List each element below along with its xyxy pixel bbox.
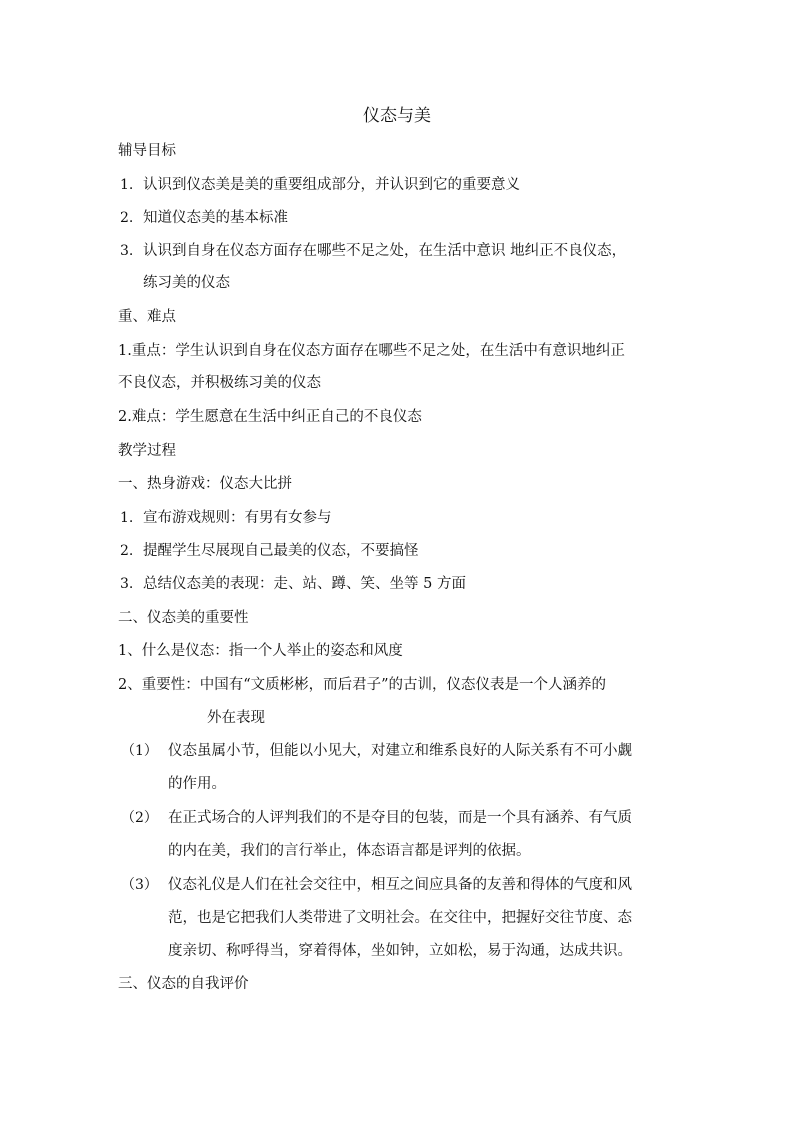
point-line: 度亲切、称呼得当，穿着得体，坐如钟，立如松，易于沟通，达成共识。 <box>168 943 632 959</box>
goal-item: 认识到自身在仪态方面存在哪些不足之处，在生活中意识 地纠正不良仪态， <box>143 243 627 259</box>
part-one-heading: 一、热身游戏：仪态大比拼 <box>118 476 292 492</box>
importance-line: 2、重要性：中国有“文质彬彬，而后君子”的古训，仪态仪表是一个人涵养的 <box>118 677 607 693</box>
goal-number: 1. <box>120 177 134 193</box>
goal-number: 2. <box>120 210 134 226</box>
point-line: 的内在美，我们的言行举止，体态语言都是评判的依据。 <box>168 843 531 859</box>
point-number: （3） <box>121 877 158 893</box>
game-step-number: 1. <box>120 510 134 526</box>
game-step-number: 3. <box>120 576 134 592</box>
section-heading-key-points: 重、难点 <box>118 309 176 325</box>
key-point-main: 1.重点：学生认识到自身在仪态方面存在哪些不足之处，在生活中有意识地纠正 <box>118 343 625 359</box>
importance-line-continuation: 外在表现 <box>207 710 265 726</box>
game-step: 总结仪态美的表现：走、站、蹲、笑、坐等 5 方面 <box>143 576 466 592</box>
section-heading-goals: 辅导目标 <box>118 143 176 159</box>
point-line: 仪态礼仪是人们在社会交往中，相互之间应具备的友善和得体的气度和风 <box>168 877 632 893</box>
page-title: 仪态与美 <box>363 106 431 126</box>
section-heading-process: 教学过程 <box>118 443 176 459</box>
goal-item-continuation: 练习美的仪态 <box>143 275 230 291</box>
point-line: 仪态虽属小节，但能以小见大，对建立和维系良好的人际关系有不可小觑 <box>168 743 632 759</box>
part-three-heading: 三、仪态的自我评价 <box>118 976 249 992</box>
goal-item: 认识到仪态美是美的重要组成部分，并认识到它的重要意义 <box>143 177 520 193</box>
game-step-number: 2. <box>120 543 134 559</box>
key-point-main-continuation: 不良仪态，并积极练习美的仪态 <box>118 375 321 391</box>
goal-item: 知道仪态美的基本标准 <box>143 210 288 226</box>
key-point-difficult: 2.难点：学生愿意在生活中纠正自己的不良仪态 <box>118 409 422 425</box>
part-two-heading: 二、仪态美的重要性 <box>118 610 249 626</box>
game-step: 提醒学生尽展现自己最美的仪态，不要搞怪 <box>143 543 419 559</box>
goal-number: 3. <box>120 243 134 259</box>
game-step: 宣布游戏规则：有男有女参与 <box>143 510 332 526</box>
point-number: （1） <box>121 743 158 759</box>
point-line: 范，也是它把我们人类带进了文明社会。在交往中，把握好交往节度、态 <box>168 910 632 926</box>
point-number: （2） <box>121 810 158 826</box>
point-line: 的作用。 <box>168 776 226 792</box>
definition-line: 1、什么是仪态：指一个人举止的姿态和风度 <box>118 643 403 659</box>
point-line: 在正式场合的人评判我们的不是夺目的包装，而是一个具有涵养、有气质 <box>168 810 632 826</box>
